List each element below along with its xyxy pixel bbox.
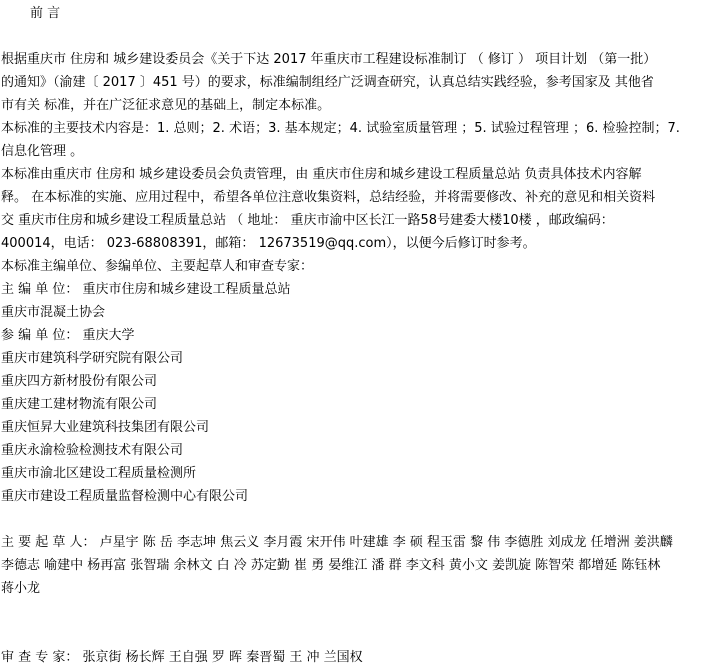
unit-item: 重庆建工建材物流有限公司 — [1, 397, 158, 412]
unit-item: 重庆市建设工程质量监督检测中心有限公司 — [1, 489, 249, 504]
drafters-line: 蒋小龙 — [1, 581, 41, 596]
chief-unit: 主 编 单 位： 重庆市住房和城乡建设工程质量总站 — [1, 282, 291, 297]
drafters-line: 主 要 起 草 人： 卢星宇 陈 岳 李志坤 焦云义 李月霞 宋开伟 叶建雄 李 硕 程玉雷 黎 伟 李德胜 刘成龙 任增洲 姜洪麟 — [1, 535, 673, 550]
paragraph-line: 的通知》（渝建〔 2017 〕451 号）的要求，标准编制组经广泛调查研究，认真总结实践经验，参考国家及 其他省 — [1, 75, 654, 90]
paragraph-line: 本标准由重庆市 住房和 城乡建设委员会负责管理，由 重庆市住房和城乡建设工程质量总站 负责具体技术内容解 — [1, 167, 642, 182]
paragraph-line: 根据重庆市 住房和 城乡建设委员会《关于下达 2017 年重庆市工程建设标准制订 （ 修订 ） 项目计划 （第一批） — [1, 52, 657, 67]
paragraph-line: 释。 在本标准的实施、应用过程中，希望各单位注意收集资料，总结经验，并将需要修改、补充的意见和相关资料 — [1, 190, 656, 205]
paragraph-line: 400014，电话： 023-68808391，邮箱： 12673519@qq.com），以便今后修订时参考。 — [1, 236, 536, 251]
drafters-line: 李德志 喻建中 杨再富 张智瑞 余林文 白 冷 苏定勤 崔 勇 晏维江 潘 群 李文科 黄小文 姜凯旋 陈智荣 都增延 陈钰林 — [1, 558, 661, 573]
paragraph-line: 交 重庆市住房和城乡建设工程质量总站 （ 地址： 重庆市渝中区长江一路58号建委大楼10楼 ，邮政编码： — [1, 213, 614, 228]
unit-item: 重庆恒昇大业建筑科技集团有限公司 — [1, 420, 210, 435]
unit-item: 重庆四方新材股份有限公司 — [1, 374, 158, 389]
participating-unit: 参 编 单 位： 重庆大学 — [1, 328, 135, 343]
document-heading: 前 言 — [30, 6, 61, 21]
unit-item: 重庆市混凝土协会 — [1, 305, 106, 320]
paragraph-line: 市有关 标准，并在广泛征求意见的基础上，制定本标准。 — [1, 98, 331, 113]
unit-item: 重庆市渝北区建设工程质量检测所 — [1, 466, 197, 481]
paragraph-line: 本标准的主要技术内容是：1. 总则；2. 术语；3. 基本规定；4. 试验室质量管理 ；5. 试验过程管理 ；6. 检验控制；7. — [1, 121, 680, 136]
unit-item: 重庆市建筑科学研究院有限公司 — [1, 351, 184, 366]
paragraph-line: 本标准主编单位、参编单位、主要起草人和审查专家： — [1, 259, 314, 274]
unit-item: 重庆永渝检验检测技术有限公司 — [1, 443, 184, 458]
reviewers-line: 审 查 专 家： 张京街 杨长辉 王自强 罗 晖 秦晋蜀 王 冲 兰国权 — [1, 650, 363, 665]
paragraph-line: 信息化管理 。 — [1, 144, 84, 159]
